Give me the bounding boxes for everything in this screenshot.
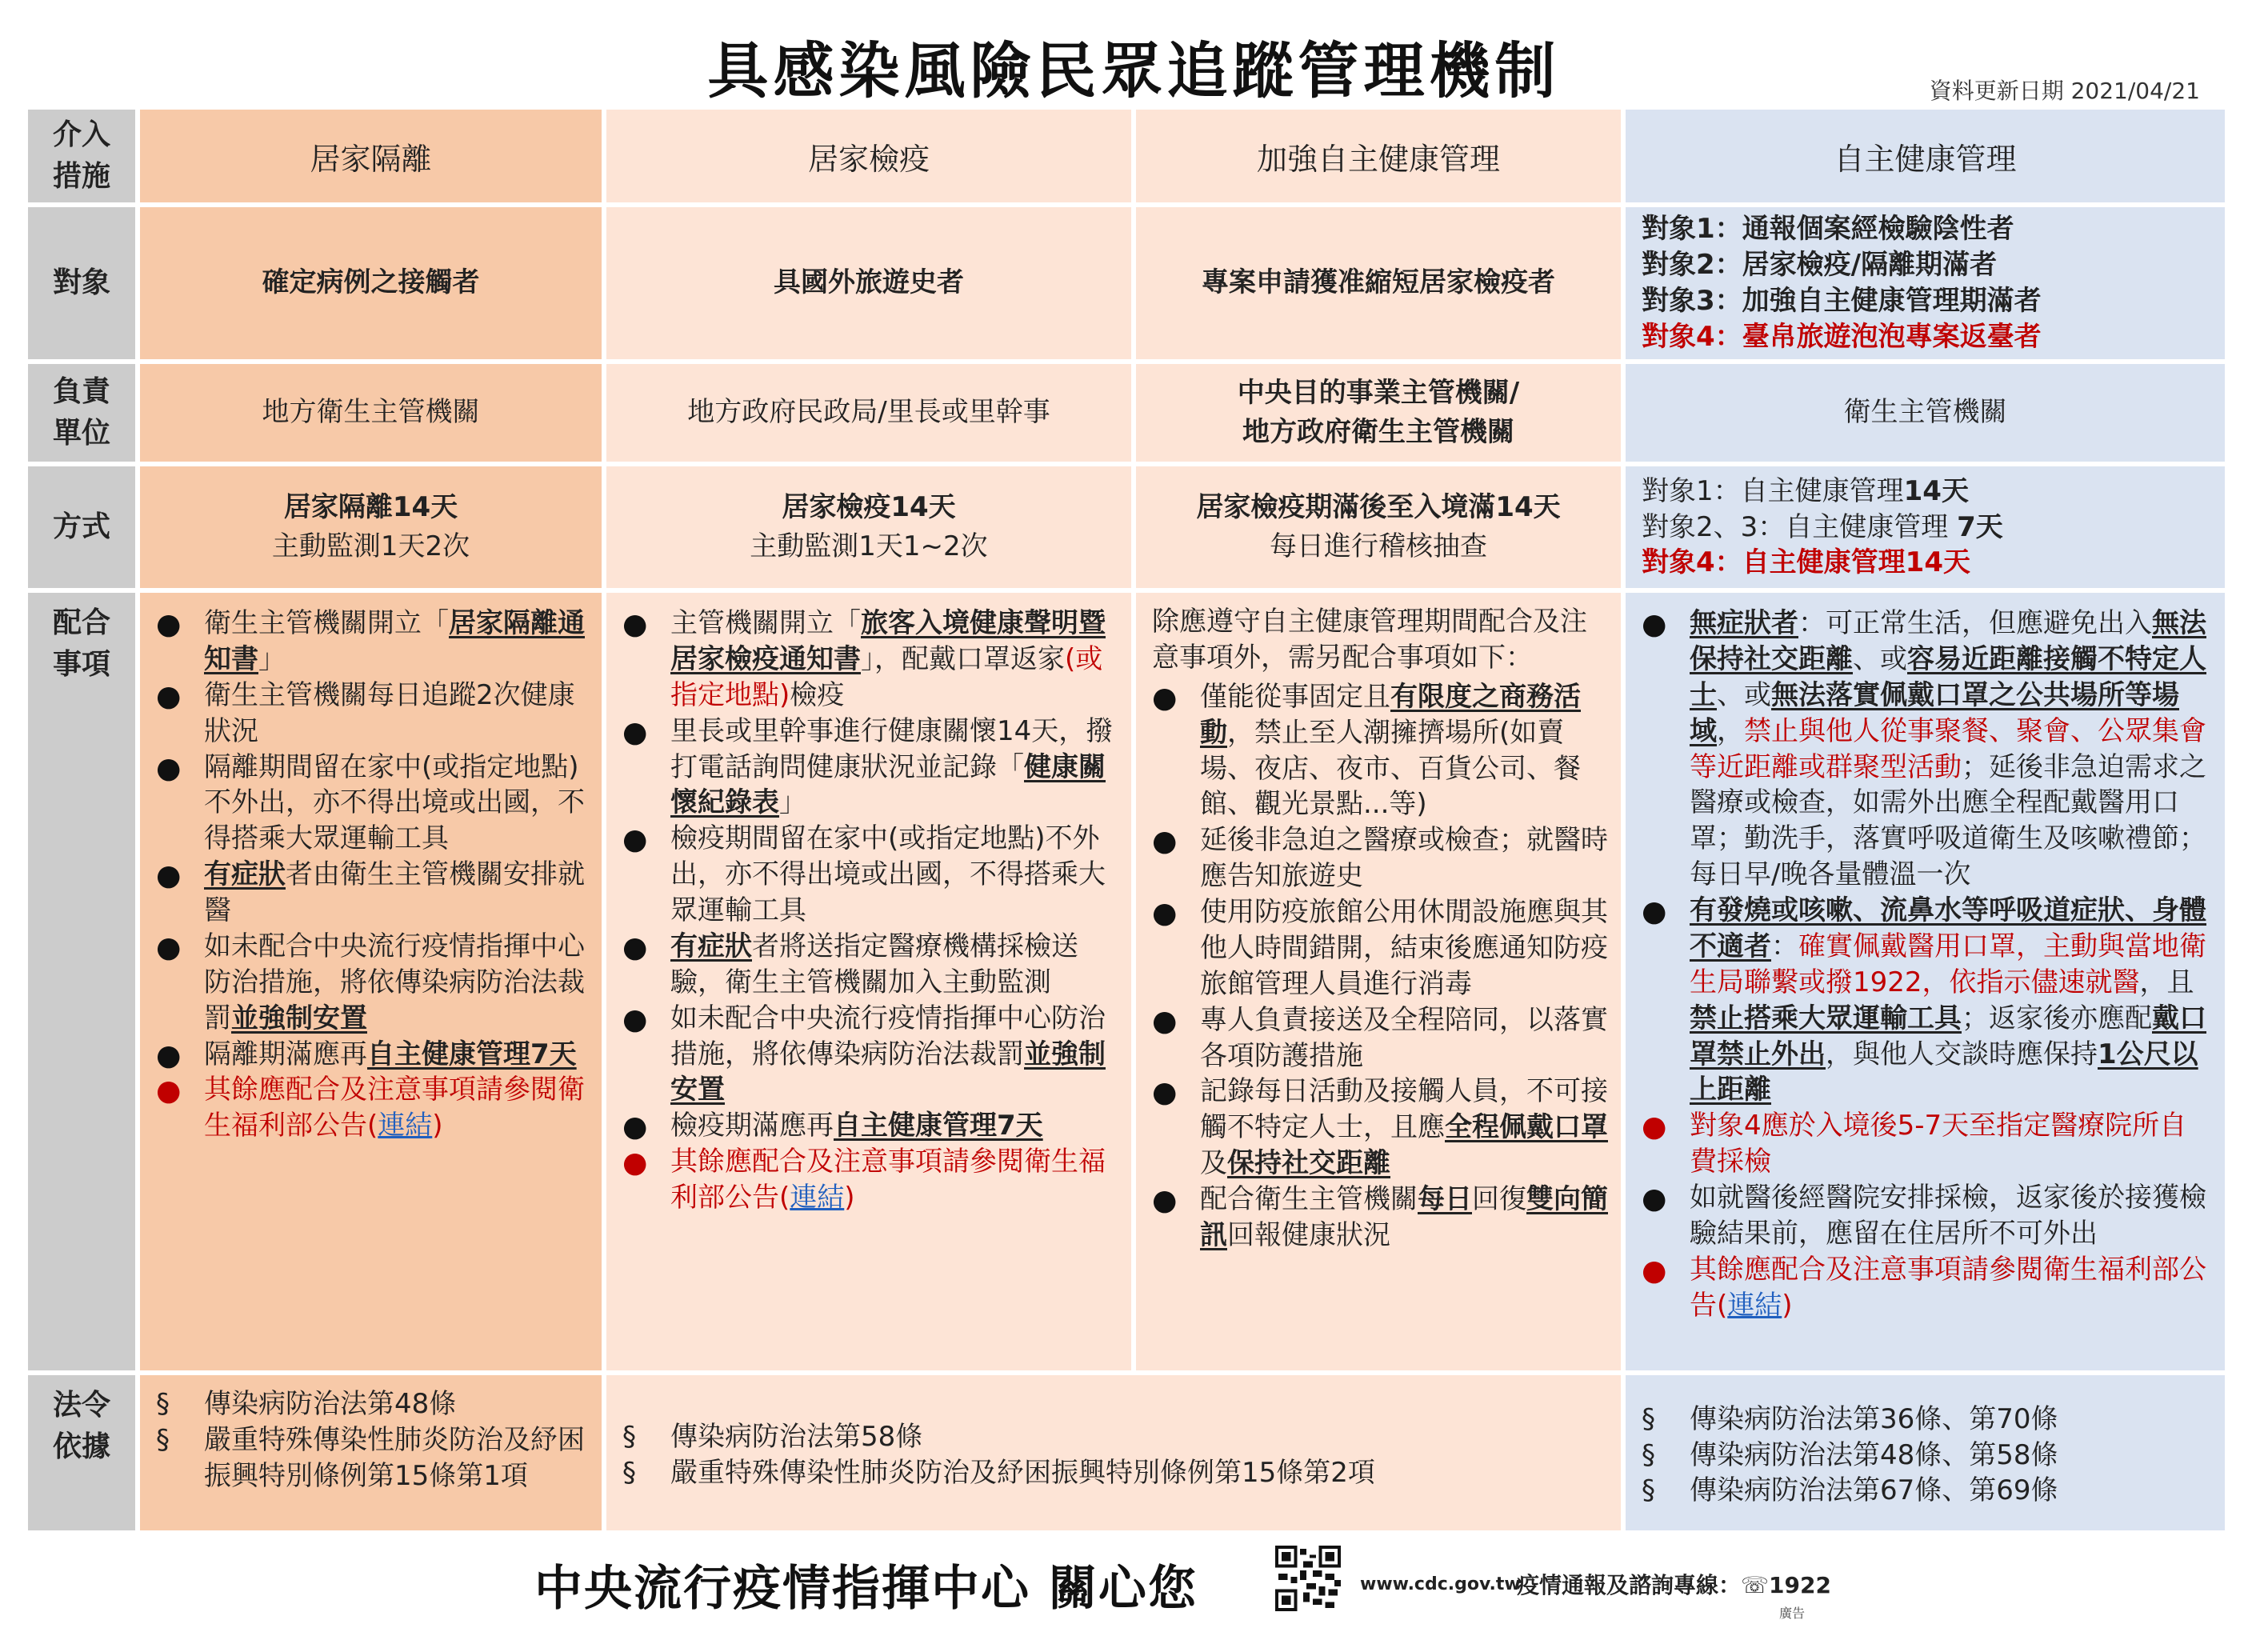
target-isolation: 確定病例之接觸者	[138, 205, 604, 362]
item-text: 雙向簡訊	[1200, 1183, 1608, 1251]
item-text: 專人負責接送及全程陪同，以落實各項防護措施	[1200, 1003, 1608, 1072]
enhanced-item	[1152, 1182, 1610, 1254]
update-date: 資料更新日期 2021/04/21	[1929, 78, 2200, 104]
law-text: 嚴重特殊傳染性肺炎防治及紓困振興特別條例第15條第2項	[670, 1457, 1375, 1489]
item-text: 使用防疫旅館公用休閒設施應與其他人時間錯開，結束後應通知防疫旅館管理人員進行消毒	[1200, 896, 1608, 1000]
method-self-health	[1623, 464, 2227, 590]
method-isolation-line1: 居家隔離14天	[283, 490, 458, 523]
enhanced-item	[1152, 679, 1610, 823]
bullet-icon: ●	[156, 1074, 182, 1108]
items-enhanced-list	[1136, 676, 1621, 1262]
law-item	[156, 1386, 590, 1422]
item-text: 檢疫	[790, 678, 845, 711]
bullet-icon: ●	[1152, 1004, 1178, 1038]
items-enhanced-intro: 除應遵守自主健康管理期間配合及注意事項外，需另配合事項如下：	[1152, 606, 1587, 674]
announcement-link[interactable]: 連結	[378, 1110, 433, 1142]
website-link[interactable]: www.cdc.gov.tw	[1360, 1574, 1521, 1594]
quarantine-item	[622, 929, 1120, 1001]
section-mark-icon: §	[622, 1457, 636, 1489]
qr-code-icon[interactable]	[1275, 1546, 1341, 1611]
item-text: 禁止搭乘大眾運輸工具	[1690, 1002, 1962, 1034]
isolation-item	[156, 1037, 590, 1073]
method-line-text: 對象4：自主健康管理	[1642, 546, 1906, 579]
row-label-unit: 負責 單位	[26, 362, 138, 464]
items-self-health-list	[1626, 593, 2225, 1332]
law-isolation	[138, 1373, 604, 1533]
item-text: 隔離期間留在家中(或指定地點)不外出，亦不得出境或出國，不得搭乘大眾運輸工具	[204, 750, 585, 855]
item-text: 配合衛生主管機關	[1200, 1183, 1418, 1215]
item-text: 衛生主管機關開立「	[204, 607, 449, 639]
page-title: 具感染風險民眾追蹤管理機制	[707, 35, 1561, 106]
law-self-health	[1623, 1373, 2227, 1533]
row-label-method: 方式	[26, 464, 138, 590]
method-quarantine-line1: 居家檢疫14天	[782, 490, 956, 523]
section-mark-icon: §	[1642, 1402, 1655, 1435]
item-text: ，且	[2139, 966, 2194, 998]
hotline-text: 疫情通報及諮詢專線：☏1922	[1517, 1572, 1831, 1598]
announcement-link[interactable]: 連結	[1727, 1289, 1782, 1322]
item-text: 對象4應於入境後5-7天至指定醫療院所自費採檢	[1690, 1110, 2187, 1178]
law-quarantine-list	[606, 1408, 1621, 1498]
items-isolation	[138, 590, 604, 1373]
self-health-item	[1642, 1180, 2214, 1252]
law-item	[1642, 1438, 2214, 1474]
method-line-days: 14天	[1905, 546, 1970, 579]
item-text: ，	[1717, 714, 1744, 747]
method-line-days: 14天	[1903, 474, 1969, 507]
method-line-3	[1642, 545, 2225, 581]
unit-quarantine: 地方政府民政局/里長或里幹事	[604, 362, 1134, 464]
item-text: 戴口罩禁止外出	[1690, 1002, 2206, 1070]
item-text: (或指定地點)	[670, 642, 1103, 711]
item-text: 、或	[1717, 678, 1771, 711]
item-text: ：	[1771, 930, 1798, 962]
item-text: 隔離期滿應再	[204, 1038, 367, 1070]
item-text: 主管機關開立「	[670, 607, 861, 639]
method-line-text: 對象2、3：自主健康管理	[1642, 510, 1958, 543]
footer	[0, 1550, 2268, 1622]
item-text: 並強制安置	[231, 1002, 367, 1034]
item-text: 確實佩戴醫用口罩，主動與當地衛生局聯繫或撥1922，依指示儘速就醫	[1690, 930, 2206, 998]
item-text: )	[432, 1110, 443, 1142]
isolation-item	[156, 929, 590, 1037]
items-quarantine-list	[606, 593, 1131, 1224]
bullet-icon: ●	[156, 751, 182, 785]
isolation-item	[156, 678, 590, 750]
bullet-icon: ●	[622, 715, 648, 749]
item-text: 1公尺以上距離	[1690, 1038, 2198, 1106]
item-text: 檢疫期間留在家中(或指定地點)不外出，亦不得出境或出國，不得搭乘大眾運輸工具	[670, 822, 1106, 926]
item-text: 、或	[1853, 642, 1907, 675]
bullet-icon: ●	[1152, 825, 1178, 858]
law-item	[156, 1422, 590, 1494]
law-text: 傳染病防治法第36條、第70條	[1690, 1402, 2058, 1435]
col-header-enhanced-self-health: 加強自主健康管理	[1134, 107, 1623, 205]
item-text: 衛生主管機關每日追蹤2次健康狀況	[204, 678, 575, 747]
bullet-icon: ●	[1642, 608, 1667, 641]
item-text: 容易近距離接觸不特定人士	[1690, 642, 2206, 711]
item-text: 者將送指定醫療機構採檢送驗，衛生主管機關加入主動監測	[670, 930, 1078, 998]
item-text: 」	[258, 642, 286, 675]
method-isolation	[138, 464, 604, 590]
enhanced-item	[1152, 1002, 1610, 1074]
items-row	[26, 590, 2227, 1373]
bullet-icon: ●	[1642, 895, 1667, 928]
item-text: 有症狀	[204, 858, 286, 891]
bullet-icon: ●	[156, 1038, 182, 1072]
unit-row	[26, 362, 2227, 464]
method-enhanced-line2: 每日進行稽核抽查	[1270, 530, 1487, 562]
item-text: ，與他人交談時應保持	[1826, 1038, 2098, 1070]
target-enhanced: 專案申請獲准縮短居家檢疫者	[1134, 205, 1623, 362]
col-header-self-health: 自主健康管理	[1623, 107, 2227, 205]
item-text: 並強制安置	[670, 1038, 1106, 1106]
footer-org: 中央流行疫情指揮中心 關心您	[534, 1561, 1198, 1617]
bullet-icon: ●	[1642, 1110, 1667, 1144]
item-text: 自主健康管理7天	[834, 1110, 1043, 1142]
isolation-item	[156, 1072, 590, 1144]
target-line-2: 對象2：居家檢疫/隔離期滿者	[1642, 249, 1998, 282]
item-text: 健康關懷紀錄表	[670, 750, 1106, 819]
row-label-law: 法令 依據	[26, 1373, 138, 1533]
col-header-home-quarantine: 居家檢疫	[604, 107, 1134, 205]
item-text: 者由衛生主管機關安排就醫	[204, 858, 585, 926]
unit-enhanced-line2: 地方政府衛生主管機關	[1242, 416, 1514, 448]
law-row	[26, 1373, 2227, 1533]
section-mark-icon: §	[156, 1423, 170, 1456]
bullet-icon: ●	[622, 930, 648, 964]
method-line-text: 對象1：自主健康管理	[1642, 474, 1904, 507]
item-text: 延後非急迫之醫療或檢查；就醫時應告知旅遊史	[1200, 824, 1608, 893]
law-item	[1642, 1402, 2214, 1438]
item-text: 及	[1200, 1147, 1227, 1180]
item-text: 有發燒或咳嗽、流鼻水等呼吸道症狀、身體不適者	[1690, 894, 2206, 962]
item-text: 無法保持社交距離	[1690, 607, 2206, 675]
item-text: 如未配合中央流行疫情指揮中心防治措施，將依傳染病防治法裁罰	[204, 930, 585, 1034]
quarantine-item	[622, 1001, 1120, 1109]
unit-enhanced-line1: 中央目的事業主管機關/	[1237, 376, 1520, 409]
header-row	[26, 107, 2227, 205]
unit-isolation: 地方衛生主管機關	[138, 362, 604, 464]
self-health-item	[1642, 606, 2214, 893]
row-label-measure: 介入 措施	[26, 107, 138, 205]
bullet-icon: ●	[156, 679, 182, 713]
item-text: 無症狀者	[1690, 607, 1798, 639]
target-line-3: 對象3：加強自主健康管理期滿者	[1642, 285, 2042, 317]
item-text: 檢疫期滿應再	[670, 1110, 834, 1142]
enhanced-item	[1152, 894, 1610, 1002]
bullet-icon: ●	[1152, 1076, 1178, 1110]
item-text: 記錄每日活動及接觸人員，不可接觸不特定人士，且應	[1200, 1075, 1608, 1144]
method-quarantine	[604, 464, 1134, 590]
section-mark-icon: §	[156, 1388, 170, 1420]
item-text: 全程佩戴口罩	[1445, 1111, 1608, 1144]
self-health-item	[1642, 1108, 2214, 1180]
method-line-2	[1642, 510, 2225, 546]
bullet-icon: ●	[156, 608, 182, 641]
item-text: 其餘應配合及注意事項請參閱衛生福利部公告(	[670, 1146, 1106, 1214]
section-mark-icon: §	[1642, 1474, 1655, 1507]
items-isolation-list	[140, 593, 602, 1152]
law-text: 嚴重特殊傳染性肺炎防治及紓困振興特別條例第15條第1項	[204, 1423, 585, 1492]
bullet-icon: ●	[1152, 897, 1178, 930]
quarantine-item	[622, 714, 1120, 822]
row-label-target: 對象	[26, 205, 138, 362]
item-text: 」，配戴口罩返家	[861, 642, 1065, 675]
items-enhanced	[1134, 590, 1623, 1373]
announcement-link[interactable]: 連結	[790, 1182, 845, 1214]
item-text: 其餘應配合及注意事項請參閱衛生福利部公告(	[1690, 1253, 2206, 1322]
item-text: 其餘應配合及注意事項請參閱衛生福利部公告(	[204, 1074, 585, 1142]
law-text: 傳染病防治法第58條	[670, 1421, 923, 1454]
target-row	[26, 205, 2227, 362]
ad-label: 廣告	[1779, 1606, 1806, 1621]
enhanced-item	[1152, 822, 1610, 894]
items-quarantine	[604, 590, 1134, 1373]
bullet-icon: ●	[622, 1146, 648, 1180]
item-text: 里長或里幹事進行健康關懷14天，撥打電話詢問健康狀況並記錄「	[670, 714, 1114, 783]
target-line-1: 對象1：通報個案經檢驗陰性者	[1642, 213, 2014, 246]
item-text: 回復	[1472, 1183, 1526, 1215]
item-text: 無法落實佩戴口罩之公共場所等場域	[1690, 678, 2179, 747]
isolation-item	[156, 857, 590, 929]
item-text: 保持社交距離	[1227, 1147, 1390, 1180]
law-quarantine-enhanced	[604, 1373, 1623, 1533]
target-quarantine: 具國外旅遊史者	[604, 205, 1134, 362]
bullet-icon: ●	[622, 1110, 648, 1144]
measures-table	[26, 107, 2227, 1533]
method-line-days: 7天	[1957, 510, 2003, 543]
bullet-icon: ●	[156, 859, 182, 893]
unit-enhanced	[1134, 362, 1623, 464]
isolation-item	[156, 750, 590, 858]
target-self-health	[1623, 205, 2227, 362]
law-text: 傳染病防治法第67條、第69條	[1690, 1474, 2058, 1507]
quarantine-item	[622, 1144, 1120, 1216]
law-item	[622, 1419, 1610, 1455]
item-text: 自主健康管理7天	[367, 1038, 577, 1070]
law-text: 傳染病防治法第48條	[204, 1388, 457, 1420]
item-text: 旅客入境健康聲明暨居家檢疫通知書	[670, 607, 1106, 675]
item-text: 如就醫後經醫院安排採檢，返家後於接獲檢驗結果前，應留在住居所不可外出	[1690, 1182, 2206, 1250]
item-text: ；延後非急迫需求之醫療或檢查，如需外出應全程配戴醫用口罩；勤洗手，落實呼吸道衛生及咳嗽禮節；每日早/晚各量體溫一次	[1690, 750, 2206, 891]
item-text: 有症狀	[670, 930, 752, 962]
law-isolation-list	[140, 1375, 602, 1501]
bullet-icon: ●	[622, 1002, 648, 1036]
item-text: 」	[779, 786, 806, 819]
section-mark-icon: §	[622, 1421, 636, 1454]
item-text: )	[844, 1182, 855, 1214]
law-item	[1642, 1473, 2214, 1509]
method-quarantine-line2: 主動監測1天1~2次	[750, 530, 988, 562]
method-enhanced-line1: 居家檢疫期滿後至入境滿14天	[1196, 490, 1561, 523]
unit-self-health: 衛生主管機關	[1623, 362, 2227, 464]
method-isolation-line2: 主動監測1天2次	[271, 530, 470, 562]
item-text: 僅能從事固定且	[1200, 680, 1390, 713]
quarantine-item	[622, 1108, 1120, 1144]
item-text: 如未配合中央流行疫情指揮中心防治措施，將依傳染病防治法裁罰	[670, 1002, 1106, 1070]
quarantine-item	[622, 606, 1120, 714]
item-text: ；返家後亦應配	[1962, 1002, 2152, 1034]
item-text: 有限度之商務活動	[1200, 680, 1581, 749]
bullet-icon: ●	[622, 608, 648, 641]
bullet-icon: ●	[1642, 1182, 1667, 1215]
item-text: ，禁止至人潮擁擠場所(如賣場、夜店、夜市、百貨公司、餐館、觀光景點...等)	[1200, 716, 1581, 821]
item-text: 禁止與他人從事聚餐、聚會、公眾集會等近距離或群聚型活動	[1690, 714, 2206, 783]
self-health-item	[1642, 893, 2214, 1108]
law-item	[622, 1455, 1610, 1491]
method-line-1	[1642, 474, 2225, 510]
item-text: 每日	[1418, 1183, 1472, 1215]
col-header-home-isolation: 居家隔離	[138, 107, 604, 205]
bullet-icon: ●	[1152, 681, 1178, 714]
bullet-icon: ●	[1152, 1184, 1178, 1217]
item-text: ：可正常生活，但應避免出入	[1798, 607, 2152, 639]
bullet-icon: ●	[156, 930, 182, 964]
method-row	[26, 464, 2227, 590]
law-self-health-list	[1626, 1390, 2225, 1516]
enhanced-item	[1152, 1074, 1610, 1182]
bullet-icon: ●	[622, 823, 648, 857]
item-text: 回報健康狀況	[1227, 1218, 1390, 1251]
item-text: 居家隔離通知書	[204, 607, 585, 675]
law-text: 傳染病防治法第48條、第58條	[1690, 1438, 2058, 1471]
items-self-health	[1623, 590, 2227, 1373]
self-health-item	[1642, 1252, 2214, 1324]
row-label-items: 配合 事項	[26, 590, 138, 1373]
section-mark-icon: §	[1642, 1438, 1655, 1471]
quarantine-item	[622, 821, 1120, 929]
method-enhanced	[1134, 464, 1623, 590]
isolation-item	[156, 606, 590, 678]
item-text: )	[1782, 1289, 1793, 1322]
bullet-icon: ●	[1642, 1254, 1667, 1287]
target-line-4: 對象4：臺帛旅遊泡泡專案返臺者	[1642, 320, 2042, 353]
